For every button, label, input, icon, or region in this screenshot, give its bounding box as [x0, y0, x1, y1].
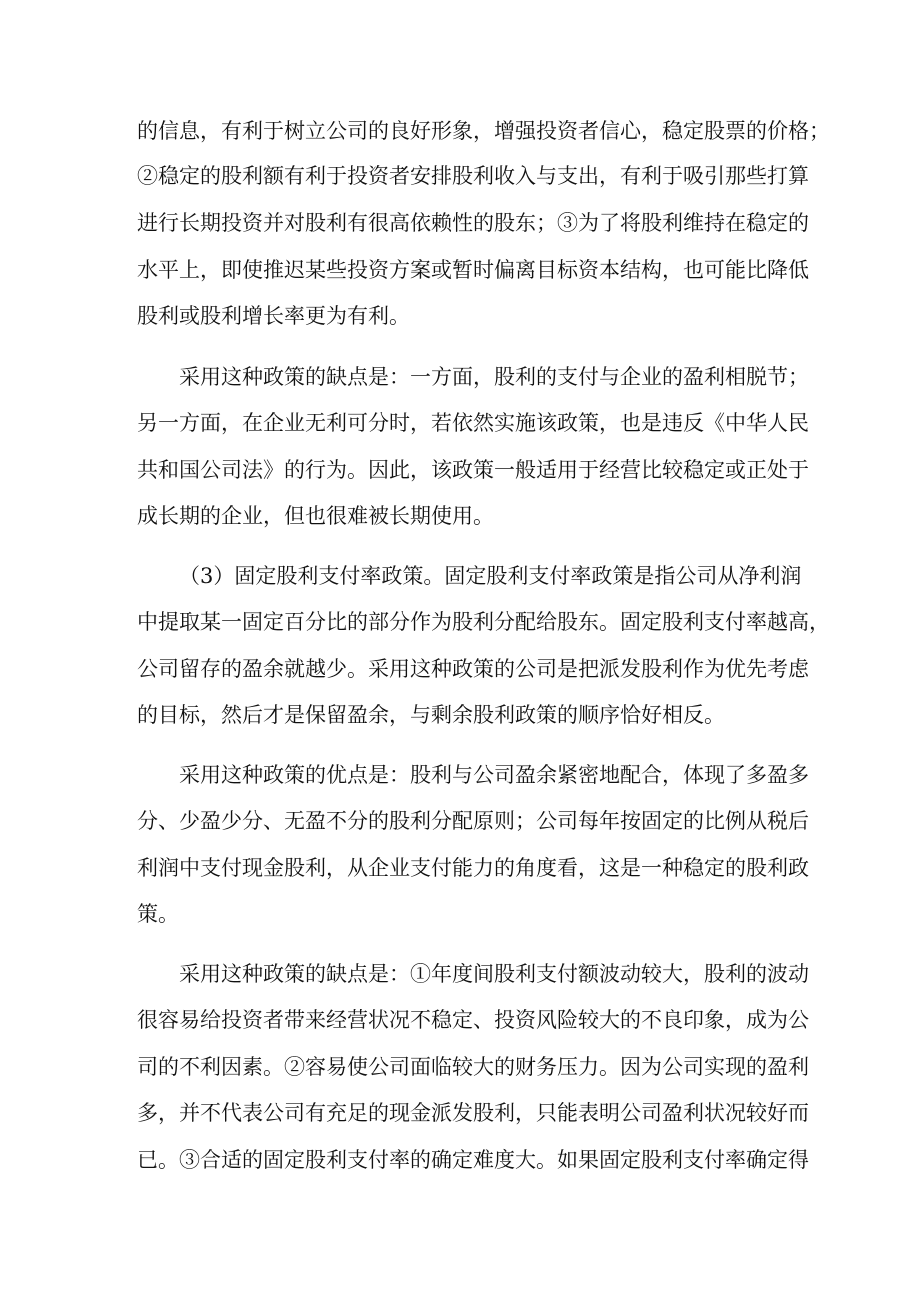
body-text-line: 股利或股利增长率更为有利。 [137, 304, 410, 328]
body-text-line: 另一方面，在企业无利可分时，若依然实施该政策，也是违反《中华人民 [137, 411, 809, 435]
body-text-line: 共和国公司法》的行为。因此，该政策一般适用于经营比较稳定或正处于 [137, 458, 809, 482]
body-text-line: ②稳定的股利额有利于投资者安排股利收入与支出，有利于吸引那些打算 [137, 164, 809, 188]
body-text-line: 进行长期投资并对股利有很高依赖性的股东；③为了将股利维持在稳定的 [137, 211, 809, 235]
body-text-line: 多，并不代表公司有充足的现金派发股利，只能表明公司盈利状况较好而 [137, 1101, 809, 1125]
body-text-line: 利润中支付现金股利，从企业支付能力的角度看，这是一种稳定的股利政 [137, 856, 809, 880]
body-text-line: 成长期的企业，但也很难被长期使用。 [137, 504, 494, 528]
body-text-line: 采用这种政策的缺点是：一方面，股利的支付与企业的盈利相脱节； [179, 365, 809, 389]
body-text-line: 采用这种政策的缺点是：①年度间股利支付额波动较大，股利的波动 [179, 962, 809, 986]
body-text-line: 分、少盈少分、无盈不分的股利分配原则；公司每年按固定的比例从税后 [137, 809, 809, 833]
body-text-line: 策。 [137, 902, 179, 926]
body-text-line: 公司留存的盈余就越少。采用这种政策的公司是把派发股利作为优先考虑 [137, 657, 809, 681]
body-text-line: 很容易给投资者带来经营状况不稳定、投资风险较大的不良印象，成为公 [137, 1008, 809, 1032]
body-text-line: 的信息，有利于树立公司的良好形象，增强投资者信心，稳定股票的价格； [137, 119, 830, 143]
body-text-line: 中提取某一固定百分比的部分作为股利分配给股东。固定股利支付率越高， [137, 610, 830, 634]
body-text-line: 已。③合适的固定股利支付率的确定难度大。如果固定股利支付率确定得 [137, 1148, 809, 1172]
body-text-line: 水平上，即使推迟某些投资方案或暂时偏离目标资本结构，也可能比降低 [137, 258, 809, 282]
body-text-line: 的目标，然后才是保留盈余，与剩余股利政策的顺序恰好相反。 [137, 703, 725, 727]
body-text-line: 司的不利因素。②容易使公司面临较大的财务压力。因为公司实现的盈利 [137, 1055, 809, 1079]
body-text-line: 采用这种政策的优点是：股利与公司盈余紧密地配合，体现了多盈多 [179, 763, 809, 787]
body-text-line: （3）固定股利支付率政策。固定股利支付率政策是指公司从净利润 [179, 564, 802, 588]
